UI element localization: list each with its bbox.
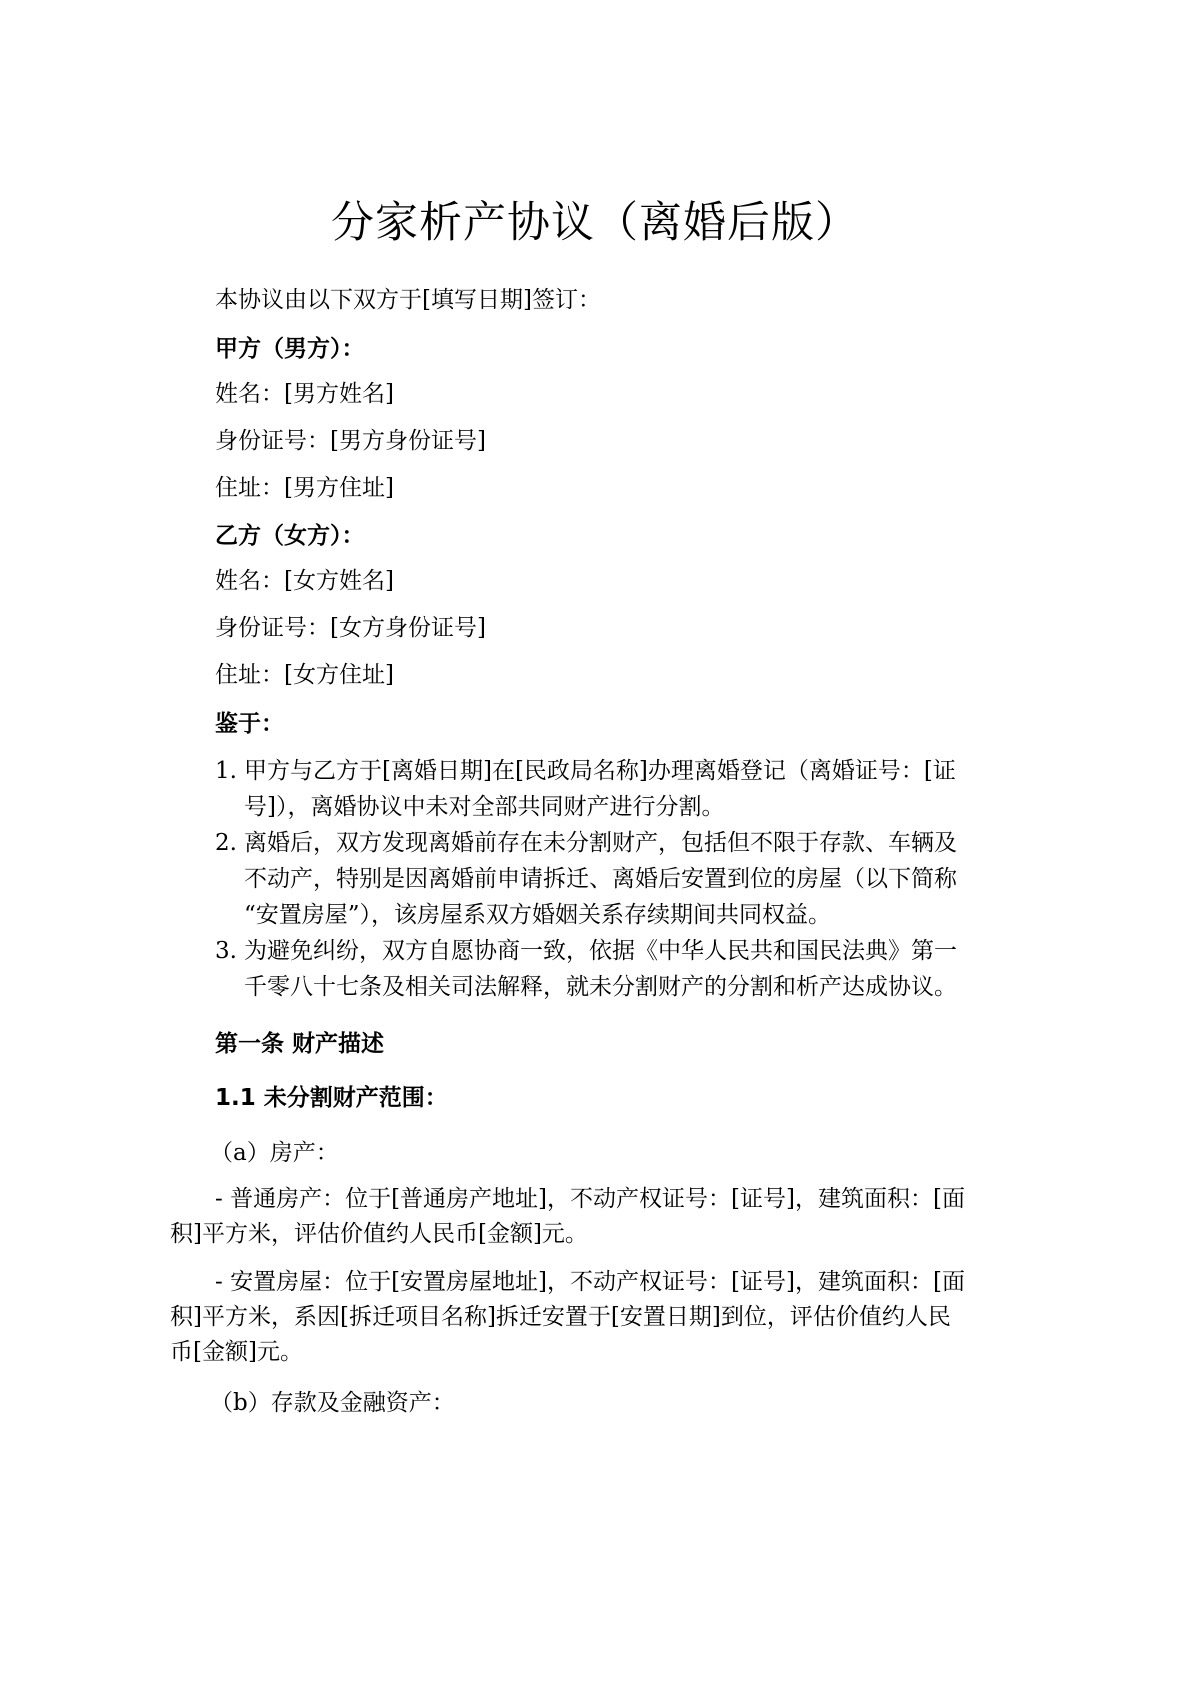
whereas-line: 千零八十七条及相关司法解释，就未分割财产的分割和析产达成协议。: [244, 974, 957, 1000]
party-a-heading: 甲方（男方）：: [215, 336, 365, 362]
whereas-number: 3.: [215, 938, 237, 964]
whereas-line: 号]），离婚协议中未对全部共同财产进行分割。: [244, 794, 725, 820]
whereas-line: 不动产，特别是因离婚前申请拆迁、离婚后安置到位的房屋（以下简称: [244, 866, 957, 892]
party-b-name: 姓名：[女方姓名]: [215, 568, 394, 594]
property-normal-line: 积]平方米，评估价值约人民币[金额]元。: [170, 1221, 588, 1247]
party-a-name: 姓名：[男方姓名]: [215, 381, 394, 407]
party-a-id: 身份证号：[男方身份证号]: [215, 428, 486, 454]
subsection-a-label: （a）房产：: [210, 1140, 339, 1166]
whereas-heading: 鉴于：: [215, 711, 284, 737]
party-a-address: 住址：[男方住址]: [215, 475, 394, 501]
whereas-number: 1.: [215, 758, 237, 784]
whereas-line: 甲方与乙方于[离婚日期]在[民政局名称]办理离婚登记（离婚证号：[证: [244, 758, 956, 784]
party-b-heading: 乙方（女方）：: [215, 523, 365, 549]
subsection-b-label: （b）存款及金融资产：: [210, 1390, 455, 1416]
whereas-line: 为避免纠纷，双方自愿协商一致，依据《中华人民共和国民法典》第一: [244, 938, 957, 964]
document-title: 分家析产协议（离婚后版）: [331, 198, 859, 248]
property-normal-line: - 普通房产：位于[普通房产地址]，不动产权证号：[证号]，建筑面积：[面: [215, 1186, 965, 1212]
intro-text: 本协议由以下双方于[填写日期]签订：: [215, 287, 601, 313]
whereas-line: 离婚后，双方发现离婚前存在未分割财产，包括但不限于存款、车辆及: [244, 830, 957, 856]
property-resettle-line: 积]平方米，系因[拆迁项目名称]拆迁安置于[安置日期]到位，评估价值约人民: [170, 1304, 951, 1330]
party-b-id: 身份证号：[女方身份证号]: [215, 615, 486, 641]
property-resettle-line: 币[金额]元。: [170, 1339, 303, 1365]
party-b-address: 住址：[女方住址]: [215, 662, 394, 688]
whereas-number: 2.: [215, 830, 237, 856]
article-1-heading: 第一条 财产描述: [215, 1031, 385, 1057]
section-1-1-heading: 1.1 未分割财产范围：: [215, 1085, 448, 1111]
whereas-line: “安置房屋”），该房屋系双方婚姻关系存续期间共同权益。: [244, 902, 832, 928]
property-resettle-line: - 安置房屋：位于[安置房屋地址]，不动产权证号：[证号]，建筑面积：[面: [215, 1269, 965, 1295]
